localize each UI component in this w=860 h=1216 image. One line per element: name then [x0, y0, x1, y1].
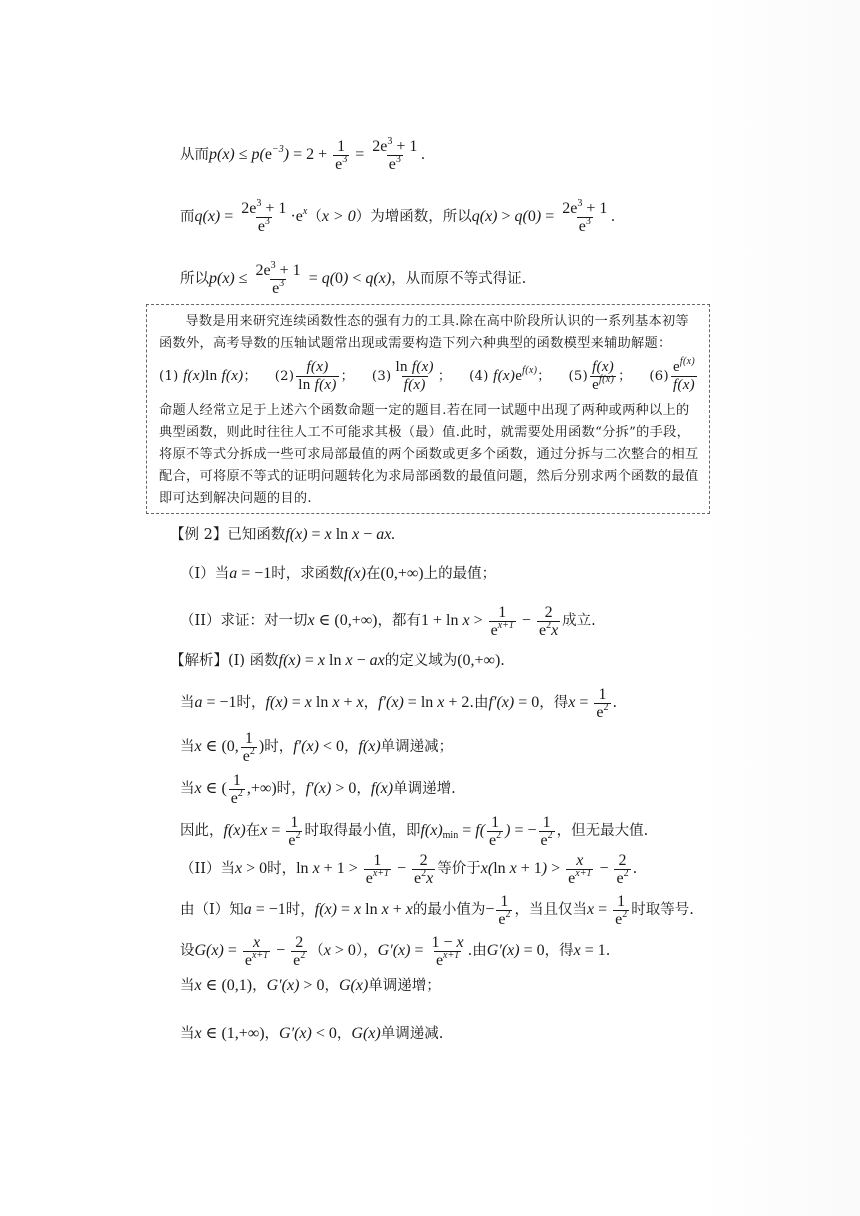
text-after: ）为增函数，所以: [355, 209, 472, 226]
solution-line-8: 设G(x) = $\frac{x}{e^{x+1}}$ − $\frac{2}{e^2}$ （x > 0），G′(x) = $\frac{1 - x}{e^{x+1}}$ .由G′(x) = 0，得x = 1.: [180, 934, 611, 969]
model-4: (4) $f(x)e^{f(x)}$；: [469, 365, 551, 384]
proof-line-2: [180, 200, 615, 235]
scan-shading: [700, 0, 860, 1216]
solution-line-5: 因此，f(x)在x = $\frac{1}{e^2}$ 时取得最小值，即$f(x)_{min} = f$( $\frac{1}{e^2}$ ) = − $\frac{1}{e^2}$ ，但无最大值.: [180, 814, 649, 849]
note-paragraph-1: 导数是用来研究连续函数性态的强有力的工具.除在高中阶段所认识的一系列基本初等函数外，高考导数的压轴试题常出现或需要构造下列六种典型的函数模型来辅助解题：: [159, 314, 689, 351]
formula-condition: x > 0: [321, 208, 356, 226]
formula-q-def: q(x) = $\frac{2e^3 + 1}{e^3}$ $\cdot e^x$: [194, 198, 308, 235]
solution-line-4: 当x ∈ ( $\frac{1}{e^2}$ ,+∞)时，f′(x) > 0，f(x)单调递增.: [180, 772, 456, 807]
note-paragraph-2: 命题人经常立足于上述六个函数命题一定的题目.若在同一试题中出现了两种或两种以上的典型函数，则此时往往人工不可能求其极（最）值.此时，就需要处用函数“分拆”的手段，将原不等式分拆成一些可求局部最值的两个函数或更多个函数，通过分拆与二次整合的相互配合，可将原不等式的证明问题转化为求局部函数的最值问题，然后分别求两个函数的最值即可达到解决问题的目的.: [159, 403, 699, 506]
text-paren: （: [307, 209, 322, 226]
text-prefix: 所以: [180, 271, 209, 288]
formula-p-bound: $p(x) \le p(e^{-3}) = 2$ + $\frac{1}{e^3}$ = $\frac{2e^3 + 1}{e^3}$ .: [209, 136, 426, 173]
proof-line-3: [180, 262, 526, 297]
model-5: (5) $\frac{f(x)}{e^{f(x)}}$ ；: [568, 359, 632, 393]
solution-line-3: 当x ∈ (0, $\frac{1}{e^2}$ )时，f′(x) < 0，f(x)单调递减；: [180, 730, 454, 765]
model-2: (2) $\frac{f(x)}{\text{ln f(x)}}$ ；: [274, 359, 355, 393]
text-suffix: ，从而原不等式得证.: [391, 271, 527, 288]
formula-f-def: f(x) = x ln x − ax.: [285, 526, 396, 543]
example-title: 【例 2】已知函数f(x) = x ln x − ax.: [170, 526, 396, 543]
text-prefix: 而: [180, 209, 195, 226]
solution-line-10: 当x ∈ (1,+∞)，G′(x) < 0，G(x)单调递减.: [180, 1025, 444, 1042]
solution-line-2: 当a = −1时，f(x) = x ln x + x，f′(x) = ln x + 2.由f′(x) = 0，得x = $\frac{1}{e^2}$ .: [180, 686, 618, 721]
solution-line-7: 由（I）知a = −1时，f(x) = x ln x + x的最小值为− $\frac{1}{e^2}$ ，当且仅当x = $\frac{1}{e^2}$ 时取等号.: [180, 893, 694, 928]
text-prefix: 从而: [180, 147, 209, 164]
proof-line-1: [180, 138, 425, 173]
solution-line-1: 【解析】(I) 函数f(x) = x ln x − ax的定义域为(0,+∞).: [170, 652, 505, 669]
example-part-2: （II）求证：对一切x ∈ (0,+∞)，都有1 + ln x > $\frac{1}{e^{x+1}}$ − $\frac{2}{e^2x}$ 成立.: [180, 604, 596, 639]
model-6: (6) $\frac{e^{f(x)}}{f(x)}$: [649, 356, 695, 393]
solution-line-6: （II）当x > 0时，ln x + 1 > $\frac{1}{e^{x+1}}$ − $\frac{2}{e^2x}$ 等价于x(ln x + 1) > $\frac{x}{e^{x+1}}$ − $\frac{2}{e^2}$ .: [180, 852, 638, 887]
solution-line-9: 当x ∈ (0,1)，G′(x) > 0，G(x)单调递增；: [180, 977, 441, 994]
formula-conclusion: p(x) ≤ $\frac{2e^3 + 1}{e^3}$ = q(0) < q(x): [209, 260, 392, 297]
formula-q-inequality: q(x) > q(0) = $\frac{2e^3 + 1}{e^3}$ .: [471, 198, 616, 235]
note-box: [146, 304, 710, 514]
example-part-1: （I）当a = −1时，求函数f(x)在(0,+∞)上的最值；: [180, 565, 497, 582]
model-3: (3) $\frac{\text{ln f(x)}}{f(x)}$ ；: [371, 359, 452, 393]
function-models-row: [159, 356, 699, 394]
model-1: (1) f(x)ln f(x)；: [159, 368, 257, 384]
